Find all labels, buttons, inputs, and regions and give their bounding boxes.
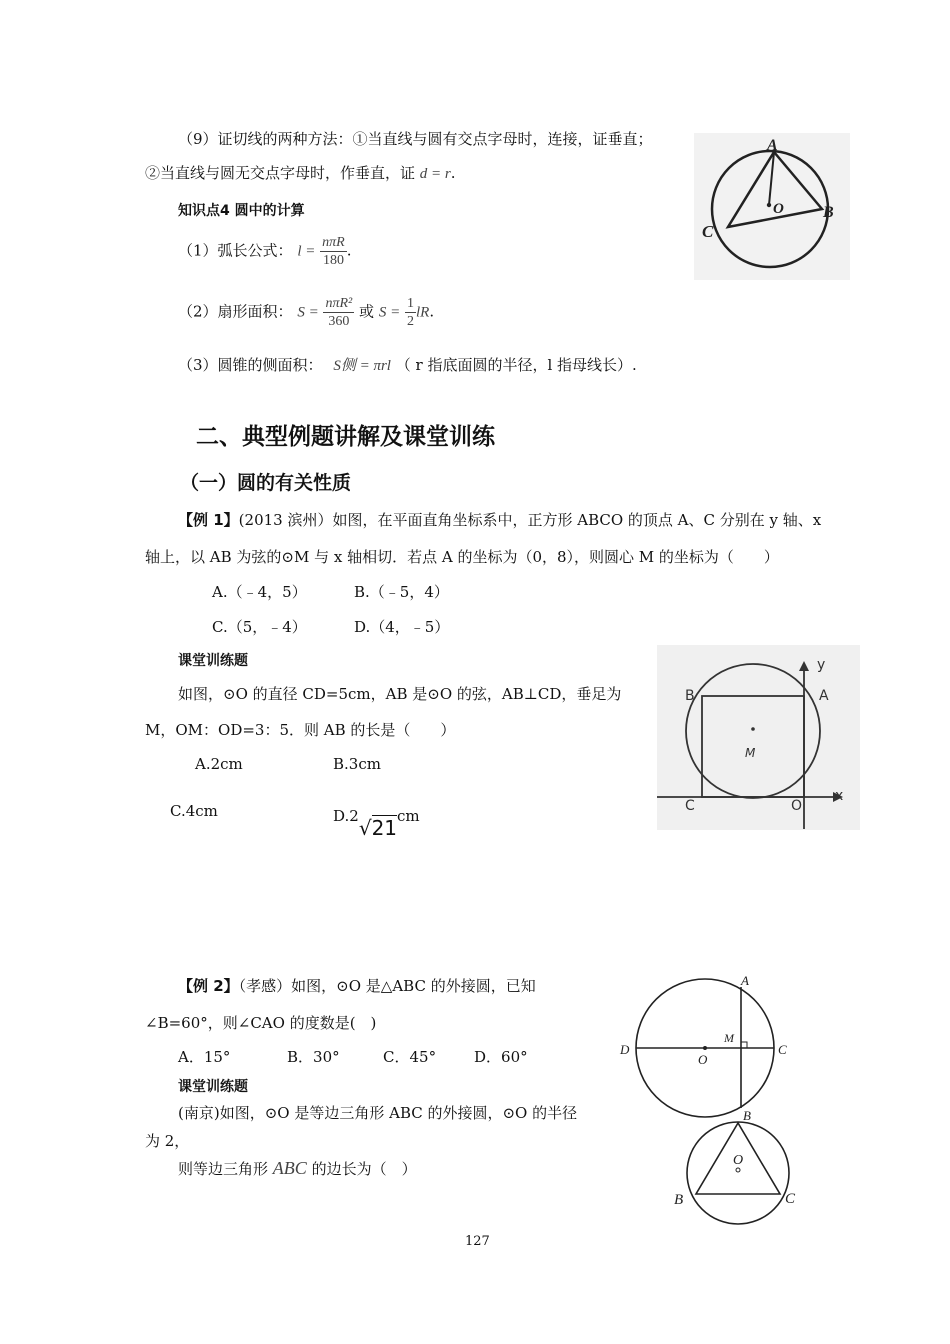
label-d: D [620, 1042, 630, 1057]
practice2-line3 [178, 1158, 417, 1179]
label-c: C [785, 1191, 796, 1207]
example2-line1 [178, 975, 536, 996]
sector-denominator: 360 [328, 314, 350, 329]
label-c: C [685, 798, 695, 814]
figure-chord-diameter [612, 972, 812, 1122]
cone-area-formula [178, 354, 637, 375]
sector-or: 或 [359, 302, 375, 321]
example1-label: 【例 1】 [178, 511, 239, 529]
label-a: A [741, 973, 749, 988]
circle-o [712, 151, 828, 267]
example2-option-a: A．15° [178, 1048, 231, 1066]
label-x: x [835, 788, 844, 804]
example1-option-a: A.（﹣4，5） [212, 583, 307, 601]
label-c: C [702, 222, 714, 241]
circle-m [686, 664, 820, 798]
example1-option-c: C.（5，﹣4） [212, 618, 307, 636]
practice1-option-b: B.3cm [333, 755, 381, 773]
option-d-prefix: D.2 [333, 807, 359, 825]
sector-lhs: S = [297, 304, 319, 321]
center-dot [736, 1168, 740, 1172]
page-number: 127 [465, 1234, 490, 1249]
example2-text1: （孝感）如图，⊙O 是△ABC 的外接圆，已知 [238, 977, 536, 995]
practice1-line2: M，OM：OD=3：5．则 AB 的长是（ ） [145, 721, 456, 739]
label-b: B [674, 1192, 684, 1208]
equilateral-triangle-svg [668, 1118, 808, 1228]
example1-text1: (2013 滨州）如图，在平面直角坐标系中，正方形 ABCO 的顶点 A、C 分别在 y 轴、x [238, 511, 822, 529]
label-y: y [817, 657, 826, 673]
label-b: B [685, 688, 695, 704]
example2-option-c: C．45° [383, 1048, 437, 1066]
arc-numerator: nπR [322, 235, 345, 250]
example2-option-d: D．60° [474, 1048, 528, 1066]
example1-option-b: B.（﹣5，4） [354, 583, 449, 601]
coordinate-square-svg [657, 645, 860, 830]
option-d-suffix: cm [397, 807, 420, 825]
practice2-title: 课堂训练题 [178, 1079, 248, 1095]
figure-coordinate-square [657, 645, 860, 830]
example2-label: 【例 2】 [178, 977, 239, 995]
figure-inscribed-triangle [694, 133, 850, 280]
arc-length-formula: （1）弧长公式： l = $\frac{\text{nπR}}{180}$ . [178, 235, 352, 268]
sector-label: （2）扇形面积： [178, 302, 293, 321]
example1-line2: 轴上，以 AB 为弦的⊙M 与 x 轴相切．若点 A 的坐标为（0，8），则圆心 M 的坐标为（ ） [145, 548, 779, 566]
label-b: B [823, 204, 834, 221]
cone-note: （ r 指底面圆的半径，l 指母线长）. [395, 356, 637, 374]
arc-label: （1）弧长公式： [178, 241, 293, 260]
section2-title: 二、典型例题讲解及课堂训练 [196, 424, 495, 450]
practice2-line1: (南京)如图，⊙O 是等边三角形 ABC 的外接圆，⊙O 的半径 [178, 1104, 578, 1122]
sector-denominator2: 2 [406, 314, 414, 329]
label-a: A [767, 137, 778, 154]
sector-numerator2: 1 [406, 296, 414, 311]
center-dot [767, 203, 771, 207]
arc-denominator: 180 [322, 253, 344, 268]
label-m: M [724, 1031, 734, 1045]
cone-formula: S侧 = πrl [333, 358, 391, 374]
label-c: C [778, 1042, 787, 1057]
section2-subtitle: （一）圆的有关性质 [180, 472, 352, 494]
label-o: O [773, 201, 784, 217]
item9-line1: （9）证切线的两种方法：①当直线与圆有交点字母时，连接，证垂直； [178, 130, 653, 148]
sector-numerator: nπR² [325, 296, 353, 311]
label-o: O [698, 1052, 708, 1067]
practice2-abc: ABC [272, 1158, 307, 1178]
label-o: O [733, 1153, 744, 1168]
knowledge-point4-title: 知识点4 圆中的计算 [178, 203, 305, 219]
arc-lhs: l = [297, 243, 316, 260]
sector-lhs2: S = [378, 304, 401, 321]
figure-equilateral-triangle [668, 1118, 808, 1228]
option-d-radicand: 21 [371, 816, 398, 840]
practice1-line1: 如图，⊙O 的直径 CD=5cm，AB 是⊙O 的弦，AB⊥CD，垂足为 [178, 685, 622, 703]
label-o: O [791, 798, 803, 814]
practice1-option-c: C.4cm [170, 802, 218, 820]
label-m: M [745, 746, 756, 760]
sector-tail: lR [415, 304, 430, 321]
practice1-option-a: A.2cm [195, 755, 243, 773]
example1-line1 [178, 509, 821, 530]
label-a: A [819, 688, 829, 704]
center-dot [703, 1046, 707, 1050]
right-angle-mark [741, 1042, 747, 1048]
sector-area-formula: （2）扇形面积： S = $\frac{\text{nπR²}}{360}$ 或 S = $\frac{1}{2}$ lR. [178, 296, 435, 329]
label-b: B [743, 1108, 751, 1122]
practice1-option-d: D.2√21cm [333, 807, 420, 840]
item9-line2-text: ②当直线与圆无交点字母时，作垂直，证 [145, 164, 416, 182]
practice2-line2: 为 2， [145, 1132, 190, 1150]
example2-option-b: B．30° [287, 1048, 340, 1066]
practice1-title: 课堂训练题 [178, 653, 248, 669]
chord-diameter-svg [612, 972, 812, 1122]
inscribed-triangle-svg [694, 133, 850, 280]
practice2-line3-tail: 的边长为（ ） [311, 1160, 417, 1178]
center-m-dot [751, 727, 755, 731]
example1-option-d: D.（4，﹣5） [354, 618, 450, 636]
item9-line2: ②当直线与圆无交点字母时，作垂直，证 d = r. [145, 164, 456, 182]
practice2-line3-text: 则等边三角形 [178, 1160, 269, 1178]
y-axis-arrow [799, 661, 809, 671]
cone-label: （3）圆锥的侧面积： [178, 356, 323, 374]
circle-o [687, 1122, 789, 1224]
example2-line2: ∠B=60°，则∠CAO 的度数是( ) [145, 1014, 377, 1032]
item9-formula: d = r [419, 166, 451, 182]
